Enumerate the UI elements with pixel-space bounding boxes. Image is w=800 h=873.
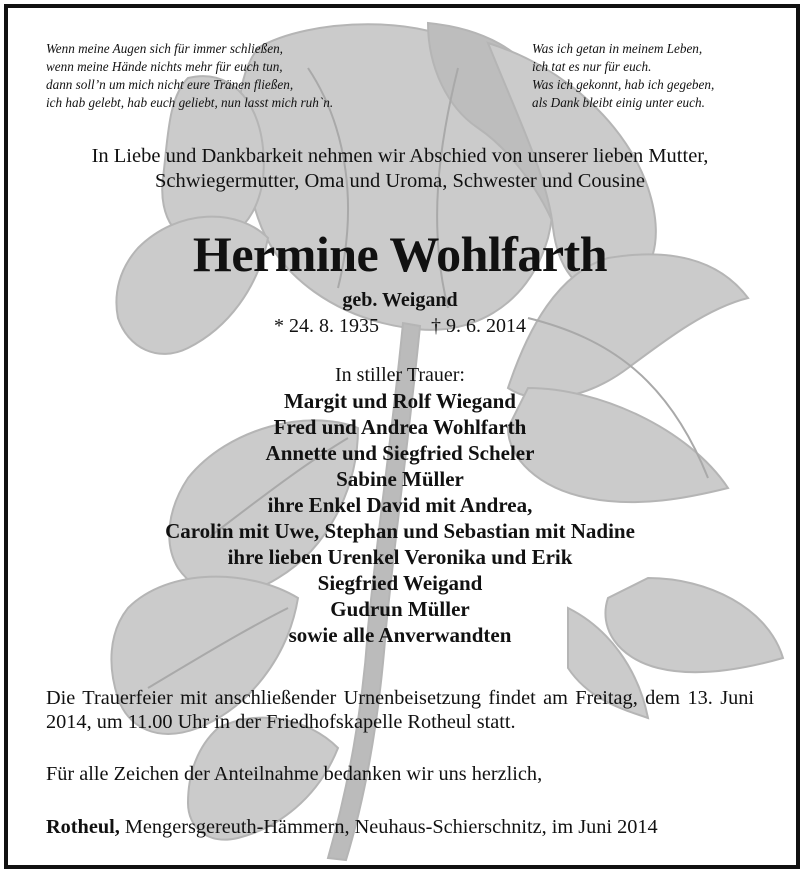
mourner-line: Sabine Müller	[336, 467, 464, 491]
life-dates	[0, 313, 800, 339]
poem-right	[532, 40, 714, 112]
intro-line: In Liebe und Dankbarkeit nehmen wir Abschied von unserer lieben Mutter,	[91, 145, 709, 167]
intro-line: Schwiegermutter, Oma und Uroma, Schwester und Cousine	[155, 170, 645, 192]
poem-right-line: Was ich gekonnt, hab ich gegeben,	[532, 77, 715, 92]
place-rest: Mengersgereuth-Hämmern, Neuhaus-Schierschnitz, im Juni 2014	[119, 816, 658, 838]
place-town: Rotheul,	[46, 816, 120, 838]
deceased-name: Hermine Wohlfarth	[192, 226, 608, 282]
poem-left-line: Wenn meine Augen sich für immer schließen,	[46, 41, 283, 56]
poem-right-line: Was ich getan in meinem Leben,	[532, 41, 703, 56]
mourner-line: Annette und Siegfried Scheler	[265, 441, 535, 465]
poem-left-line: ich hab gelebt, hab euch geliebt, nun lasst mich ruh`n.	[46, 95, 334, 110]
poem-left-line: wenn meine Hände nichts mehr für euch tun,	[46, 59, 283, 74]
intro-text	[0, 144, 800, 194]
mourner-line: Siegfried Weigand	[317, 571, 483, 595]
birth-date: * 24. 8. 1935	[274, 315, 379, 337]
poem-right-line: ich tat es nur für euch.	[532, 59, 652, 74]
mourner-line: ihre lieben Urenkel Veronika und Erik	[227, 545, 573, 569]
mourner-line: Carolin mit Uwe, Stephan und Sebastian mit Nadine	[165, 519, 635, 543]
place-and-date	[46, 815, 754, 839]
death-date: † 9. 6. 2014	[431, 315, 526, 337]
poem-left	[46, 40, 333, 112]
mourner-line: ihre Enkel David mit Andrea,	[267, 493, 533, 517]
mourner-line: Fred und Andrea Wohlfarth	[273, 415, 527, 439]
poem-right-line: als Dank bleibt einig unter euch.	[532, 95, 705, 110]
mourning-label: In stiller Trauer:	[335, 364, 465, 386]
funeral-announcement: Die Trauerfeier mit anschließender Urnenbeisetzung findet am Freitag, dem 13. Juni 2014, um 11.00 Uhr in der Friedhofskapelle Rotheul statt.	[46, 687, 754, 733]
mourner-line: Gudrun Müller	[330, 597, 470, 621]
mourner-line: sowie alle Anverwandten	[288, 623, 512, 647]
mourner-line: Margit und Rolf Wiegand	[283, 389, 516, 413]
poem-left-line: dann soll’n um mich nicht eure Tränen fließen,	[46, 77, 294, 92]
birth-name: geb. Weigand	[342, 289, 458, 311]
mourners-list	[0, 388, 800, 648]
thanks-text: Für alle Zeichen der Anteilnahme bedanken wir uns herzlich,	[46, 763, 543, 785]
